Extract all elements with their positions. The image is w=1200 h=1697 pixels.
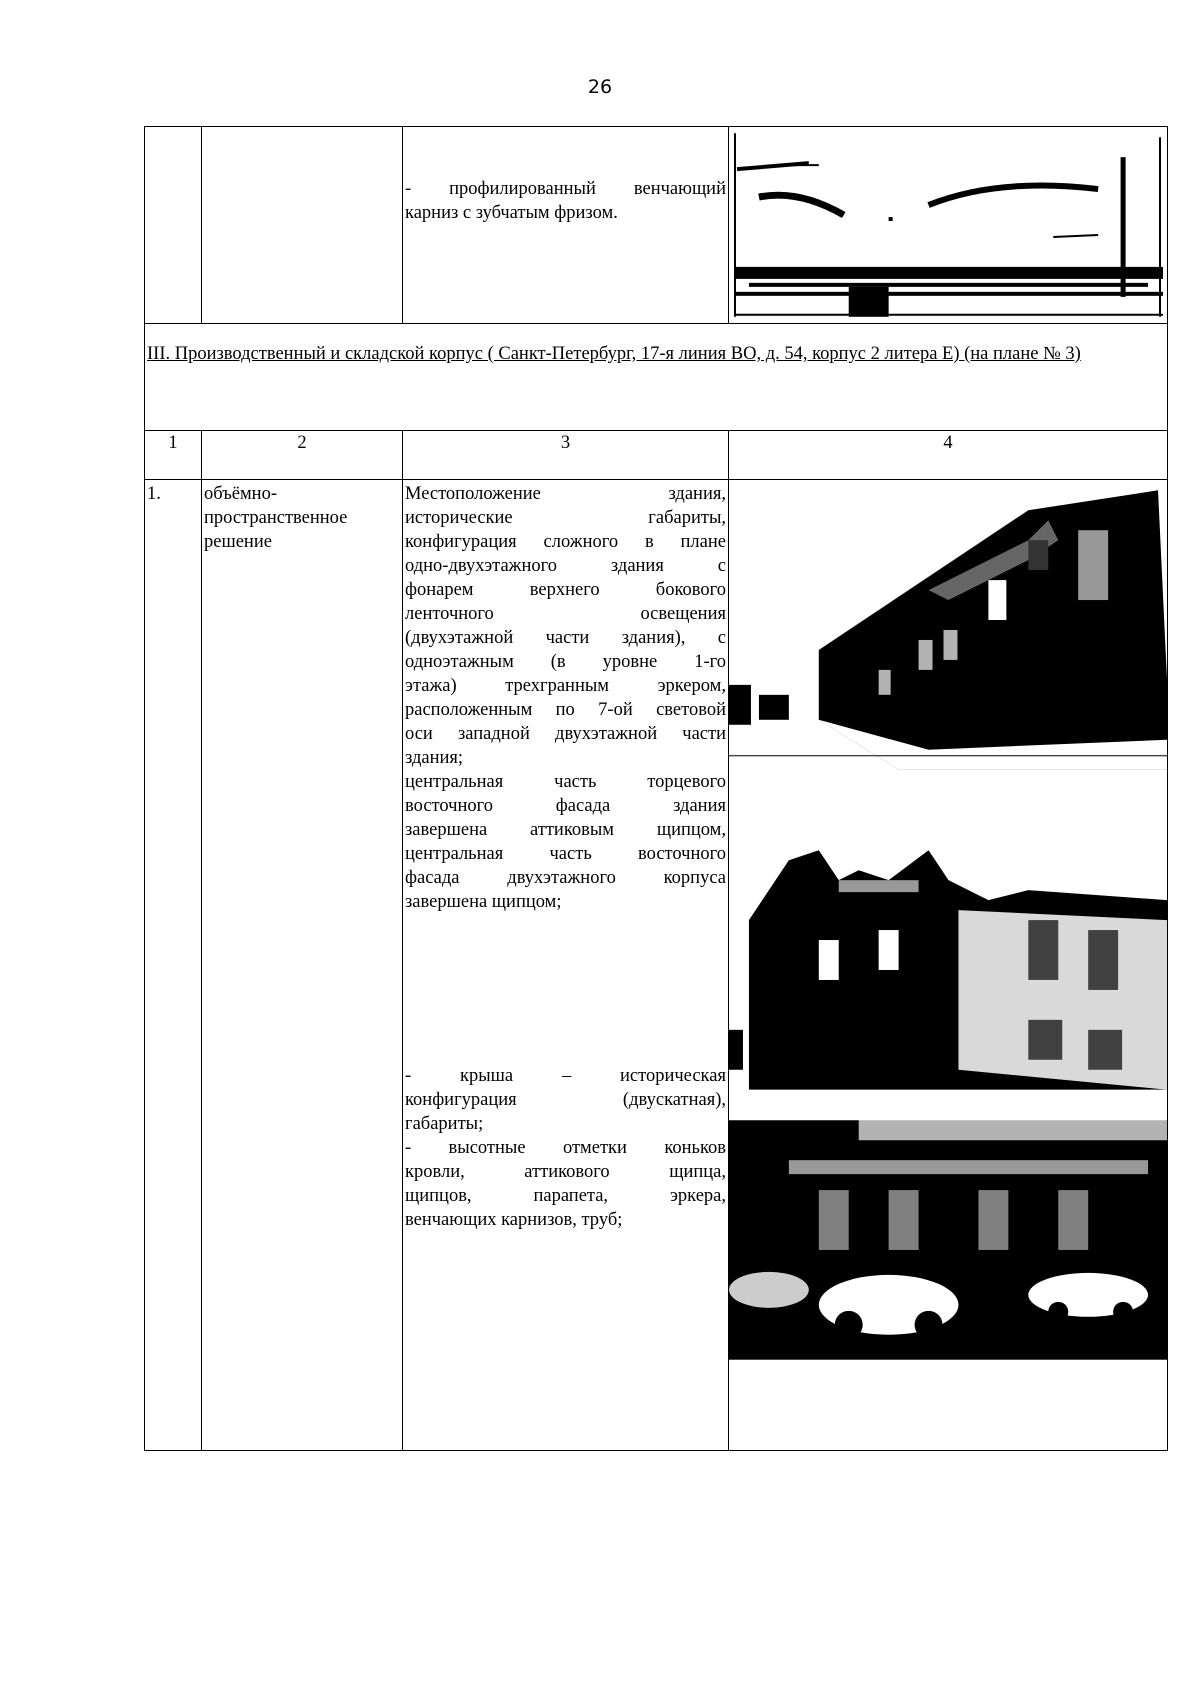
description-block-1 [403,480,728,770]
text-line: - профилированный венчающий [405,179,726,199]
text-line: карниз с зубчатым фризом. [405,203,618,223]
text-line: здания; [405,748,464,768]
building-photo-3 [729,1100,1167,1360]
page-number: 26 [587,76,613,98]
section-title-row [145,324,1168,431]
cell-prev-num [145,127,202,324]
text-line: - высотные отметки коньков [405,1138,726,1158]
text-line: восточного фасада здания [405,796,726,816]
text-line: Местоположение здания, [405,484,726,504]
table-row [145,480,1168,1451]
text-line: завершена аттиковым щипцом, [405,820,726,840]
cell-row1-photos [729,480,1168,1451]
text-line: пространственное [204,508,348,528]
description-block-3 [403,1064,728,1232]
table-header-row [145,431,1168,480]
header-col-2: 2 [202,431,403,480]
text-line: исторические габариты, [405,508,726,528]
text-line: центральная часть восточного [405,844,726,864]
text-line: одно-двухэтажного здания с [405,556,726,576]
text-line: ленточного освещения [405,604,726,624]
text-line: расположенным по 7-ой световой [405,700,726,720]
cell-row1-desc [403,480,729,1451]
text-line: центральная часть торцевого [405,772,726,792]
text-line: - крыша – историческая [405,1066,726,1086]
cell-prev-photo [729,127,1168,324]
section-title: III. Производственный и складской корпус ( Санкт-Петербург, 17-я линия ВО, д. 54, корпус 2 литера Е) (на плане № 3) [147,344,1081,364]
section-title-cell [145,324,1168,431]
text-line: фасада двухэтажного корпуса [405,868,726,888]
text-line: фонарем верхнего бокового [405,580,726,600]
cell-row1-num [145,480,202,1451]
text-line: оси западной двухэтажной части [405,724,726,744]
text-line: одноэтажным (в уровне 1-го [405,652,726,672]
text-line: венчающих карнизов, труб; [405,1210,623,1230]
text-line: кровли, аттикового щипца, [405,1162,726,1182]
table-row-prev [145,127,1168,324]
cornice-photo [729,127,1167,323]
text-line: габариты; [405,1114,484,1134]
text-line: конфигурация (двускатная), [405,1090,726,1110]
building-photo-1 [729,480,1167,770]
building-photo-2 [729,820,1167,1100]
text-line: завершена щипцом; [405,892,562,912]
cell-prev-desc [403,127,729,324]
cell-row1-name [202,480,403,1451]
text-line: этажа) трехгранным эркером, [405,676,726,696]
text-line: решение [204,532,272,552]
header-col-1: 1 [145,431,202,480]
text-line: щипцов, парапета, эркера, [405,1186,726,1206]
description-block-2 [403,770,728,914]
header-col-3: 3 [403,431,729,480]
text-line: (двухэтажной части здания), с [405,628,726,648]
text-line: конфигурация сложного в плане [405,532,726,552]
document-table [144,126,1168,1451]
cell-prev-name [202,127,403,324]
row-number: 1. [147,484,161,504]
text-line: объёмно- [204,484,277,504]
header-col-4: 4 [729,431,1168,480]
